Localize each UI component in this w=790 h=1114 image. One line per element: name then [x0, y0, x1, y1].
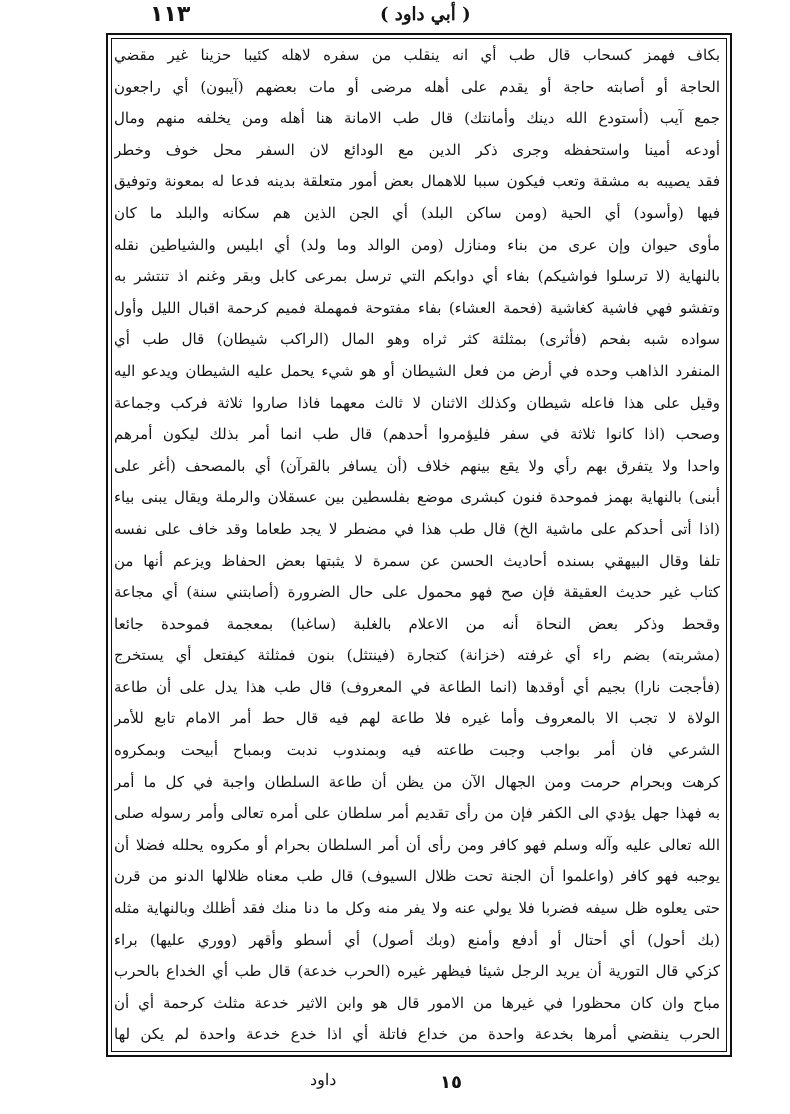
- text-line: وتفشو فهي فاشية كغاشية (فحمة العشاء) بفاء مفتوحة فمهملة فميم كرحمة اقبال الليل وأول: [114, 298, 720, 317]
- text-line: سواده شبه بفحم (فأثرى) بمثلثة كثر ثراه وهو المال (الراكب شيطان) قال طب أي: [114, 330, 720, 349]
- text-line: فيها (وأسود) أي الحية (ومن ساكن البلد) أي الجن الذين هم سكانه والبلد ما كان: [114, 203, 720, 222]
- text-line: كزكي قال التورية أن يريد الرجل شيئا فيظهر غيره (الحرب خدعة) قال طب أي الخداع بالحرب: [114, 962, 720, 981]
- text-line: أودعه أمينا واستحفظه وجرى ذكر الدين مع الودائع لان السفر محل خوف وخطر: [114, 140, 720, 159]
- text-line: وقحط وذكر بعض النحاة أنه من الاعلام بالغلبة (ساغبا) بمعجمة فموحدة جائعا: [114, 614, 720, 633]
- body-text: [114, 40, 720, 1048]
- text-line: وصحب (اذا كانوا ثلاثة في سفر فليؤمروا أحدهم) قال طب انما أمر بذلك ليكون أمرهم: [114, 425, 720, 444]
- text-line: كتاب غير حديث العقيقة فإن صح فهو محمول على حال الضرورة (أصابتني سنة) أي مجاعة: [114, 583, 720, 602]
- text-line: تلفا وقال البيهقي بسنده أحاديث الحسن عن سمرة لا يثبتها بعض الحفاظ ويزعم أنها من: [114, 551, 720, 570]
- text-line: مأوى حيوان وإن عرى من بناء ومنازل (ومن الوالد وما ولد) أي ابليس والشياطين نقله: [114, 235, 720, 254]
- text-line: أبنى) بالنهاية بهمز فموحدة فنون كبشرى موضع بفلسطين بين عسقلان والرملة ويقال يبنى بياء: [114, 488, 720, 507]
- text-line: يوجبه فهو كافر (واعلموا أن الجنة تحت ظلال السيوف) قال طب معناه ظلالها الدنو من قرن: [114, 867, 720, 886]
- footer-signature: داود: [310, 1070, 337, 1089]
- text-line: الولاة لا تجب الا بالمعروف وأما غيره فلا طاعة لهم فيه قال حط أمر الامام تابع للأمر: [114, 709, 720, 728]
- text-line: الله تعالى عليه وآله وسلم فهو كافر ومن رأى أن أمر السلطان بحرام أو مكروه يحلله فضلا أن: [114, 835, 720, 854]
- text-line: (اذا أتى أحدكم على ماشية الخ) قال طب هذا في مضطر لا يجد طعاما وقد خاف على نفسه: [114, 519, 720, 538]
- running-title: ( أبي داود ): [380, 4, 471, 25]
- text-line: (بك أحول) أي أحتال أو أدفع وأمنع (وبك أصول) أي أسطو وأقهر (ووري عليها) براء: [114, 930, 720, 949]
- text-line: المنفرد الذاهب وحده في أرض من فعل الشيطان أو هو شيء يحمل عليه الشيطان ويدعو اليه: [114, 361, 720, 380]
- text-line: واحدا ولا يتفرق بهم رأي ولا يقع بينهم خلاف (أن يسافر بالقرآن) أي بالمصحف (أغر على: [114, 456, 720, 475]
- text-line: حتى يعلوه ظل سيفه فضربا فلا يولي عنه ولا يفر منه وكل ما دنا منك فقد أظلك وبالنهاية مثله: [114, 899, 720, 918]
- text-line: بالنهاية (لا ترسلوا فواشيكم) بفاء أي دوابكم التي ترسل بمرعى كابل وبقر وغنم اذ تنتشر به: [114, 267, 720, 286]
- footer-sheet-number: ١٥: [440, 1072, 462, 1093]
- text-line: بكاف فهمز كسحاب قال طب أي انه ينقلب من سفره لاهله كئيبا حزينا غير مقضي: [114, 46, 720, 64]
- text-line: وقيل على هذا فاعله شيطان وكذلك الاثنان لا ثالث معهما فاذا صاروا ثلاثة فركب وجماعة: [114, 393, 720, 412]
- text-line: جمع آيب (أستودع الله دينك وأمانتك) قال طب الامانة هنا أهله ومن يخلفه منهم ومال: [114, 109, 720, 128]
- text-line: (مشربته) بضم راء أي غرفته (خزانة) كتجارة (فينتثل) بنون فمثلثة كيفتعل أي يستخرج: [114, 646, 720, 665]
- text-line: الحرب ينقضي أمرها بخدعة واحدة من خداع فاتلة أي اذا خدع خدعة واحدة لم يكن لها: [114, 1025, 720, 1044]
- text-line: الحاجة أو أصابته حاجة أو يقدم على أهله مرضى أو مات بعضهم (آيبون) أي راجعون: [114, 77, 720, 96]
- text-line: كرهت وبحرام حرمت ومن الجهال الآن من يظن أن طاعة السلطان واجبة في كل ما أمر: [114, 772, 720, 791]
- text-line: مباح وان كان محظورا في غيرها من الامور قال هو وابن الاثير خدعة مثلث كرحمة أي أن: [114, 993, 720, 1012]
- text-line: (فأججت نارا) بجيم أي أوقدها (انما الطاعة في المعروف) قال طب هذا يدل على أن طاعة: [114, 677, 720, 696]
- page-number: ١١٣: [150, 2, 191, 27]
- text-line: الشرعي فان أمر بواجب وجبت طاعته فيه وبمندوب ندبت وبمباح أبيحت وبمكروه: [114, 741, 720, 760]
- text-line: فقد يصيبه به مشقة وتعب فيكون سببا للاهمال بعض أمور متعلقة بدينه فدعا له بمعونة وتوفيق: [114, 172, 720, 191]
- text-line: به فهذا جهل يؤدي الى الكفر فإن من رأى تقديم أمر سلطان على أمره تعالى وأمر رسوله صلى: [114, 804, 720, 823]
